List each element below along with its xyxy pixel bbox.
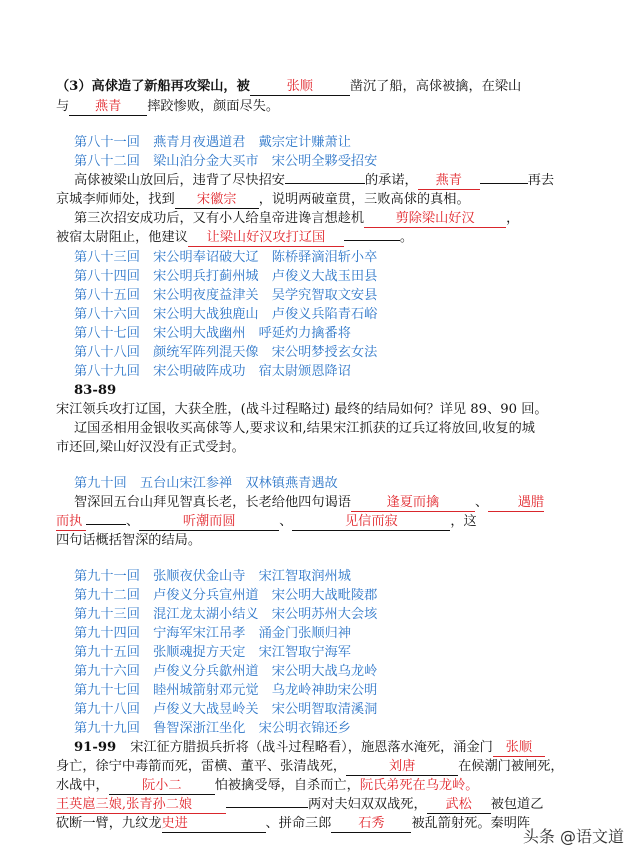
para-3-line-2: 辽国丞相用金银收买高俅等人,要求议和,结果宋江抓获的辽兵辽将放回,收复的城 xyxy=(74,421,535,436)
range-91-99: 91-99 xyxy=(74,740,117,755)
para-3-line-3: 市还回,梁山好汉没有正式受封。 xyxy=(56,440,245,455)
chapter-92: 第九十二回 卢俊义分兵宣州道 宋公明大战毗陵郡 xyxy=(74,588,378,603)
para-5-line-4 xyxy=(56,796,543,814)
answer: 让梁山好汉攻打辽国 xyxy=(188,230,344,247)
chapter-91: 第九十一回 张顺夜伏金山寺 宋江智取润州城 xyxy=(74,569,351,584)
answer: 宋徽宗 xyxy=(175,192,259,209)
text: 水战中， xyxy=(56,778,109,793)
text: 、 xyxy=(279,514,293,529)
answer: 张顺 xyxy=(493,740,545,757)
answer: 而执 xyxy=(56,514,86,531)
para-2-line-4 xyxy=(56,229,413,247)
text: 、 xyxy=(474,495,489,510)
blank xyxy=(226,807,308,808)
chapter-98: 第九十八回 卢俊义大战昱岭关 宋公明智取清溪洞 xyxy=(74,702,378,717)
para-3-line-1: 宋江领兵攻打辽国，大获全胜，(战斗过程略过) 最终的结局如何？详见 89、90 回。 xyxy=(56,402,548,417)
text: 智深回五台山拜见智真长老，长老给他四句谒语 xyxy=(74,495,351,510)
text: 身亡，徐宁中毒箭而死，雷横、董平、张清战死， xyxy=(56,759,347,774)
answer: 剪除梁山好汉 xyxy=(364,211,506,228)
text: 怕被擒受辱，自杀而亡， xyxy=(214,778,360,793)
blank xyxy=(480,183,528,184)
chapter-97: 第九十七回 睦州城箭射邓元觉 乌龙岭神助宋公明 xyxy=(74,683,378,698)
text: 被乱箭射死。秦明阵 xyxy=(411,816,531,831)
answer: 刘唐 xyxy=(346,759,458,776)
chapter-93: 第九十三回 混江龙太湖小结义 宋公明苏州大会垓 xyxy=(74,607,378,622)
text: 在候潮门被闸死， xyxy=(458,759,564,774)
text: 砍断一臂，九纹龙 xyxy=(56,816,162,831)
para-2-line-3 xyxy=(74,210,519,228)
blank xyxy=(86,524,126,525)
text: 宋江征方腊损兵折将（战斗过程略看），施恩落水淹死，涌金门 xyxy=(130,740,493,755)
answer: 遇腊 xyxy=(488,495,544,512)
text: ，说明两破童贯，三败高俅的真相。 xyxy=(258,192,470,207)
text: ， xyxy=(506,211,520,226)
chapter-87: 第八十七回 宋公明大战幽州 呼延灼力擒番将 xyxy=(74,326,351,341)
chapter-88: 第八十八回 颜统军阵列混天像 宋公明梦授玄女法 xyxy=(74,345,378,360)
chapter-81: 第八十一回 燕青月夜遇道君 戴宗定计赚萧让 xyxy=(74,135,351,150)
chapter-83: 第八十三回 宋公明奉诏破大辽 陈桥驿滴泪斩小卒 xyxy=(74,250,378,265)
text: ，这 xyxy=(450,514,477,529)
text: 两对夫妇双双战死， xyxy=(308,797,427,812)
text: 、拼命三郎 xyxy=(265,816,332,831)
chapter-85: 第八十五回 宋公明夜度益津关 吴学究智取文安县 xyxy=(74,288,378,303)
answer: 燕青 xyxy=(418,173,480,190)
para-4-line-1 xyxy=(74,494,544,512)
text: 的承诺， xyxy=(365,173,418,188)
chapter-94: 第九十四回 宁海军宋江吊孝 涌金门张顺归神 xyxy=(74,626,351,641)
chapter-89: 第八十九回 宋公明破阵成功 宿太尉颁恩降诏 xyxy=(74,364,351,379)
answer: 武松 xyxy=(427,797,491,814)
chapter-86: 第八十六回 宋公明大战独鹿山 卢俊义兵陷青石峪 xyxy=(74,307,378,322)
para-5-line-1 xyxy=(74,739,545,757)
para-1-line-1 xyxy=(56,78,521,96)
text: 第三次招安成功后，又有小人给皇帝进谗言想趁机 xyxy=(74,211,365,226)
chapter-96: 第九十六回 卢俊义分兵歙州道 宋公明大战乌龙岭 xyxy=(74,664,378,679)
para-2-line-1 xyxy=(74,172,554,190)
chapter-99: 第九十九回 鲁智深浙江坐化 宋公明衣锦还乡 xyxy=(74,721,351,736)
text: （3）高俅造了新船再攻梁山，被 xyxy=(56,79,250,94)
para-1-line-2 xyxy=(56,98,279,116)
text: 摔跤惨败，颜面尽失。 xyxy=(147,99,280,114)
answer: 石秀 xyxy=(331,816,411,833)
text: 被宿太尉阻止，他建议 xyxy=(56,230,188,245)
answer: 阮氏弟死在乌龙岭。 xyxy=(359,778,479,793)
answer: 阮小二 xyxy=(109,778,215,795)
watermark: 头条 @语文道 xyxy=(522,827,624,846)
answer: 见信而寂 xyxy=(292,514,450,531)
text: 再去 xyxy=(527,173,555,188)
text: 高俅被梁山放回后，违背了尽快招安 xyxy=(74,173,285,188)
para-5-line-5 xyxy=(56,815,530,833)
para-4-line-2 xyxy=(56,513,477,531)
chapter-84: 第八十四回 宋公明兵打蓟州城 卢俊义大战玉田县 xyxy=(74,269,378,284)
para-2-line-2 xyxy=(56,191,470,209)
chapter-90: 第九十回 五台山宋江参禅 双林镇燕青遇故 xyxy=(74,476,338,491)
para-5-line-2 xyxy=(56,758,564,776)
para-4-line-3: 四句话概括智深的结局。 xyxy=(56,533,202,548)
answer: 逢夏而擒 xyxy=(351,495,475,512)
text: 被包道乙 xyxy=(490,797,544,812)
answer: 王英扈三娘,张青孙二娘 xyxy=(56,797,226,814)
text: 与 xyxy=(56,99,70,114)
chapter-95: 第九十五回 张顺魂捉方天定 宋江智取宁海军 xyxy=(74,645,351,660)
answer: 张顺 xyxy=(286,79,313,94)
text: 京城李师师处，找到 xyxy=(56,192,175,207)
text: 凿沉了船，高俅被擒，在梁山 xyxy=(349,79,522,94)
text: 。 xyxy=(399,230,414,245)
blank xyxy=(344,240,400,241)
answer: 听潮而圆 xyxy=(139,514,279,531)
para-5-line-3 xyxy=(56,777,479,795)
answer: 燕青 xyxy=(95,99,122,114)
range-83-89: 83-89 xyxy=(74,383,117,398)
blank xyxy=(250,79,350,96)
chapter-82: 第八十二回 梁山泊分金大买市 宋公明全夥受招安 xyxy=(74,154,378,169)
blank xyxy=(69,99,147,116)
text: 、 xyxy=(126,514,140,529)
blank xyxy=(285,183,365,184)
answer: 史进 xyxy=(162,816,266,833)
